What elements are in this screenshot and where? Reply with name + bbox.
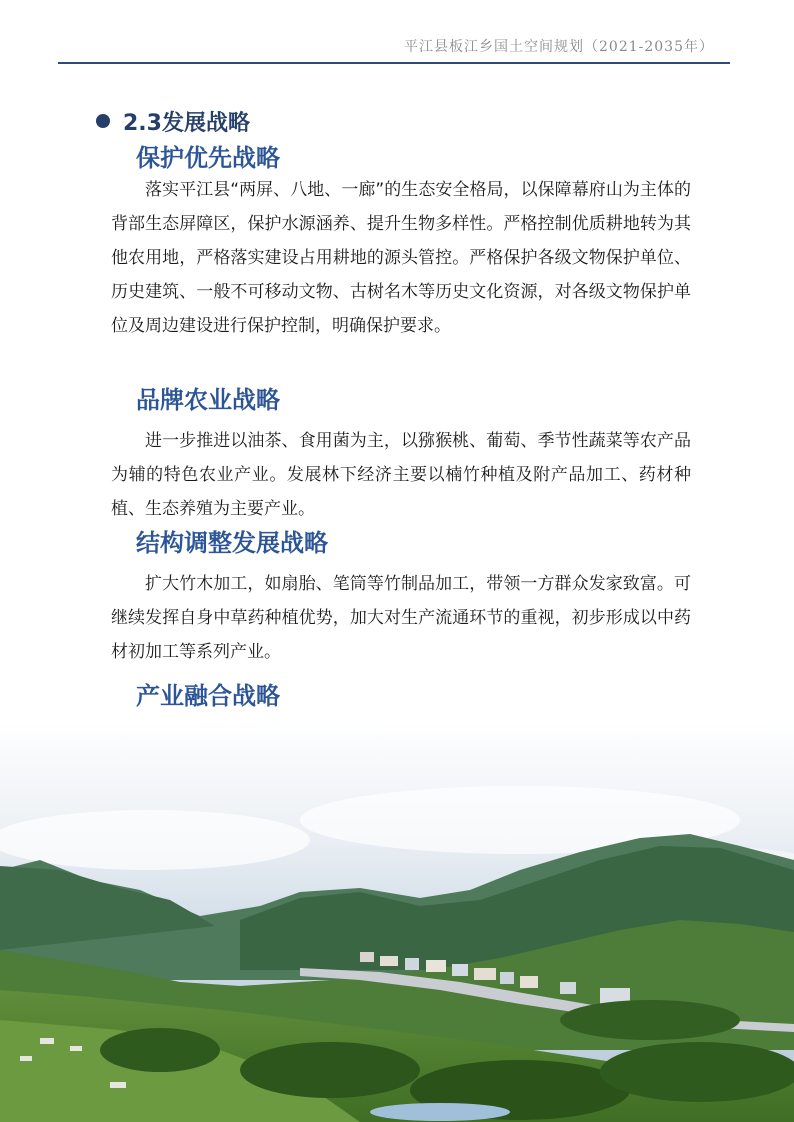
header-divider <box>58 62 730 64</box>
strategy-heading-structure-adjustment: 结构调整发展战略 <box>136 529 328 557</box>
strategy-text-structure-adjustment: 扩大竹木加工，如扇胎、笔筒等竹制品加工，带领一方群众发家致富。可继续发挥自身中草药种植优势，加大对生产流通环节的重视，初步形成以中药材初加工等系列产业。 <box>111 574 691 662</box>
strategy-text-brand-agriculture: 进一步推进以油茶、食用菌为主，以猕猴桃、葡萄、季节性蔬菜等农产品为辅的特色农业产业。发展林下经济主要以楠竹种植及附产品加工、药材种植、生态养殖为主要产业。 <box>111 431 691 519</box>
strategy-heading-brand-agriculture: 品牌农业战略 <box>136 386 280 414</box>
strategy-text-protection: 落实平江县“两屏、八地、一廊”的生态安全格局，以保障幕府山为主体的背部生态屏障区，保护水源涵养、提升生物多样性。严格控制优质耕地转为其他农用地，严格落实建设占用耕地的源头管控。严格保护各级文物保护单位、历史建筑、一般不可移动文物、古树名木等历史文化资源，对各级文物保护单位及周边建设进行保护控制，明确保护要求。 <box>111 180 691 336</box>
document-header-title: 平江县板江乡国土空间规划（2021-2035年） <box>404 39 714 55</box>
landscape-photo <box>0 720 794 1122</box>
strategy-heading-protection: 保护优先战略 <box>136 144 280 172</box>
section-bullet-icon <box>96 114 110 128</box>
section-title: 2.3发展战略 <box>123 111 250 136</box>
strategy-heading-industry-integration: 产业融合战略 <box>136 682 280 710</box>
